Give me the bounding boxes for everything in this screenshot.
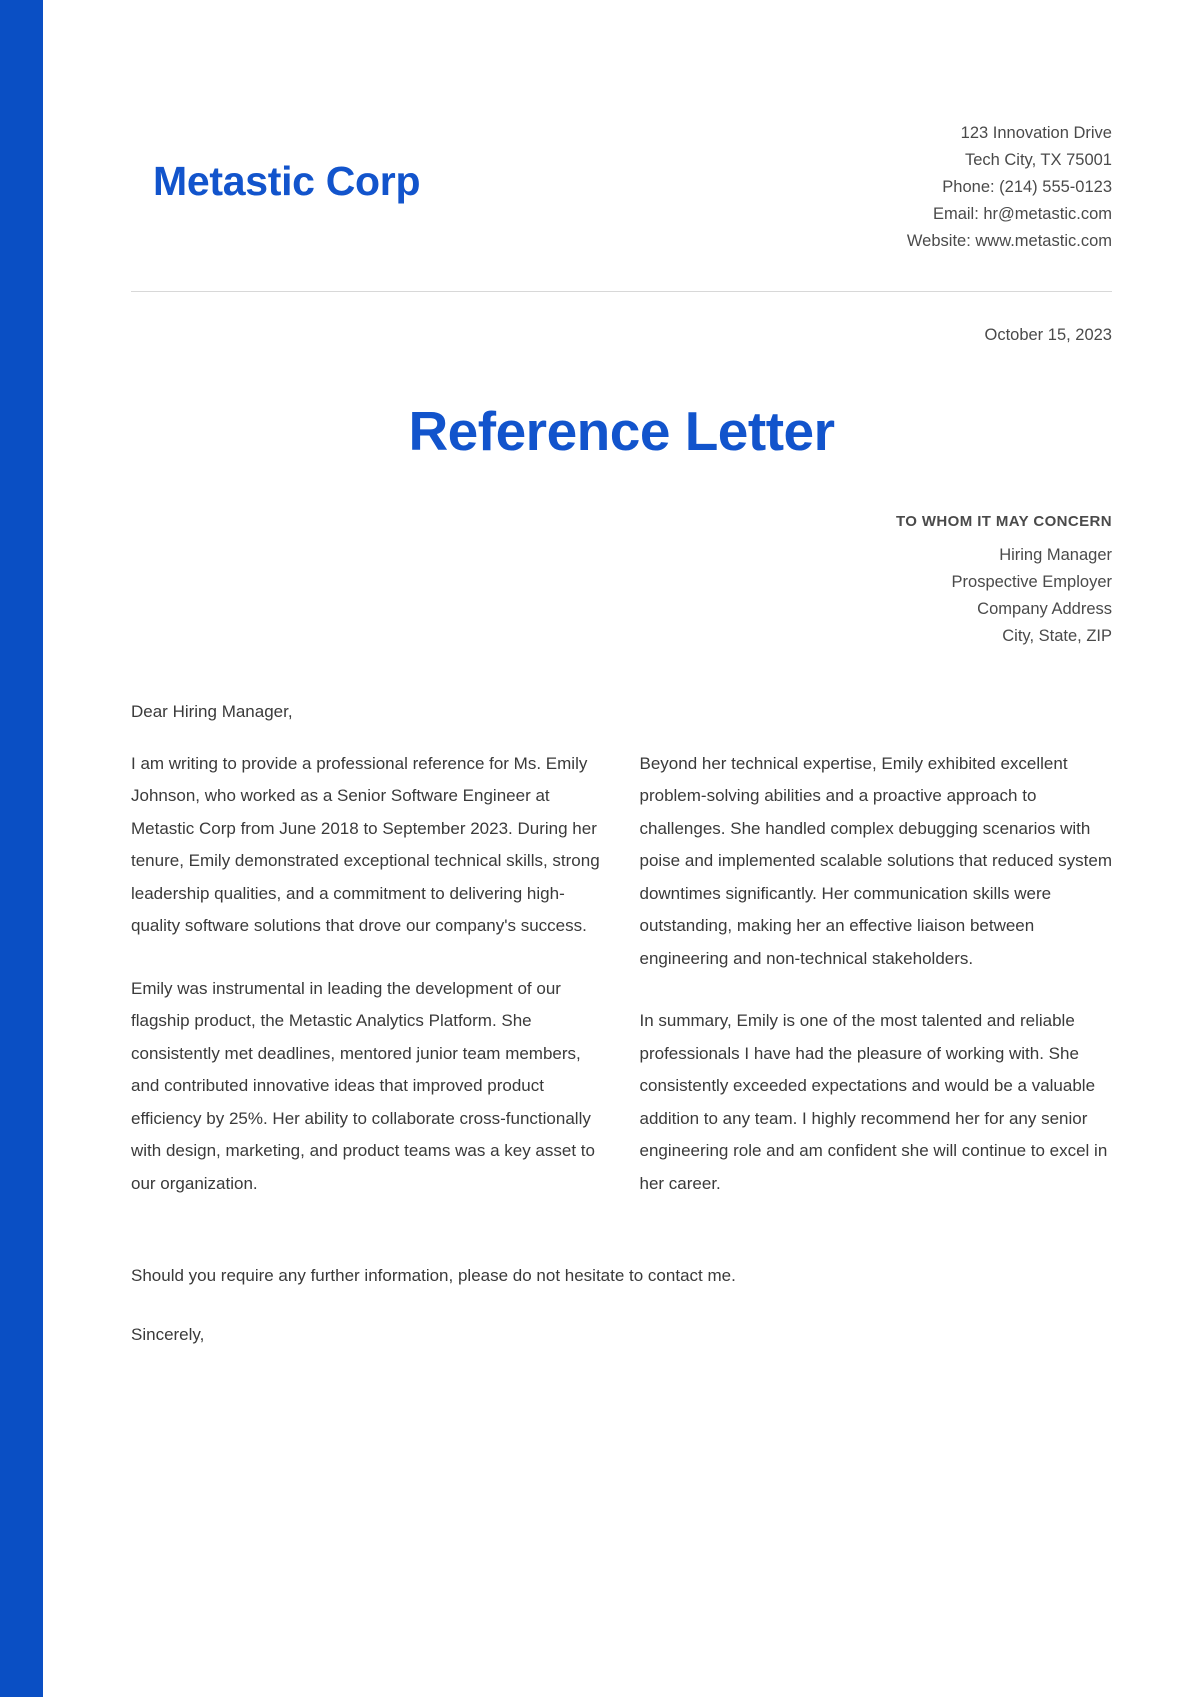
contact-phone: Phone: (214) 555-0123 bbox=[942, 178, 1112, 196]
body-paragraph: Beyond her technical expertise, Emily exhibited excellent problem-solving abilities and a proactive approach to challenges. She handled complex debugging scenarios with poise and implemented scalable solutions that reduced system downtimes significantly. Her communication skills were outstanding, making her an effective liaison between engineering and non-technical stakeholders. bbox=[639, 753, 1112, 968]
body-column-right bbox=[640, 748, 1113, 1201]
company-name: Metastic Corp bbox=[153, 158, 421, 204]
contact-address-line1: 123 Innovation Drive bbox=[960, 124, 1112, 142]
contact-email: Email: hr@metastic.com bbox=[932, 205, 1112, 223]
salutation: Dear Hiring Manager, bbox=[131, 701, 293, 721]
header-divider bbox=[131, 291, 1112, 292]
contact-website: Website: www.metastic.com bbox=[906, 232, 1112, 250]
accent-sidebar bbox=[0, 0, 43, 1697]
recipient-heading: TO WHOM IT MAY CONCERN bbox=[895, 512, 1112, 530]
body-column-left bbox=[131, 748, 604, 1201]
letter-content bbox=[43, 0, 1200, 1697]
recipient-block bbox=[131, 513, 1112, 650]
company-contact-block bbox=[907, 118, 1112, 255]
recipient-line-1: Hiring Manager bbox=[999, 545, 1112, 564]
company-brand bbox=[131, 118, 420, 205]
recipient-line-2: Prospective Employer bbox=[951, 572, 1112, 591]
recipient-line-4: City, State, ZIP bbox=[1002, 626, 1112, 645]
contact-address-line2: Tech City, TX 75001 bbox=[964, 151, 1112, 169]
closing-contact-note: Should you require any further information, please do not hesitate to contact me. bbox=[131, 1266, 736, 1286]
page-title: Reference Letter bbox=[408, 400, 835, 462]
letterhead bbox=[131, 0, 1112, 255]
closing-block bbox=[131, 1260, 1112, 1351]
body-columns bbox=[131, 748, 1112, 1201]
body-paragraph: In summary, Emily is one of the most talented and reliable professionals I have had the pleasure of working with. She consistently exceeded expectations and would be a valuable addition to any team. I highly recommend her for any senior engineering role and am confident she will continue to excel in her career. bbox=[639, 1011, 1108, 1193]
letter-date: October 15, 2023 bbox=[984, 326, 1112, 344]
recipient-line-3: Company Address bbox=[977, 599, 1112, 618]
body-paragraph: Emily was instrumental in leading the development of our flagship product, the Metastic Analytics Platform. She consistently met deadlines, mentored junior team members, and contributed innovative ideas that improved product efficiency by 25%. Her ability to collaborate cross-functionally with design, marketing, and product teams was a key asset to our organization. bbox=[131, 978, 595, 1193]
body-paragraph: I am writing to provide a professional reference for Ms. Emily Johnson, who worked as a Senior Software Engineer at Metastic Corp from June 2018 to September 2023. During her tenure, Emily demonstrated exceptional technical skills, strong leadership qualities, and a commitment to delivering high-quality software solutions that drove our company's success. bbox=[131, 753, 600, 936]
closing-sign-off: Sincerely, bbox=[131, 1325, 205, 1345]
